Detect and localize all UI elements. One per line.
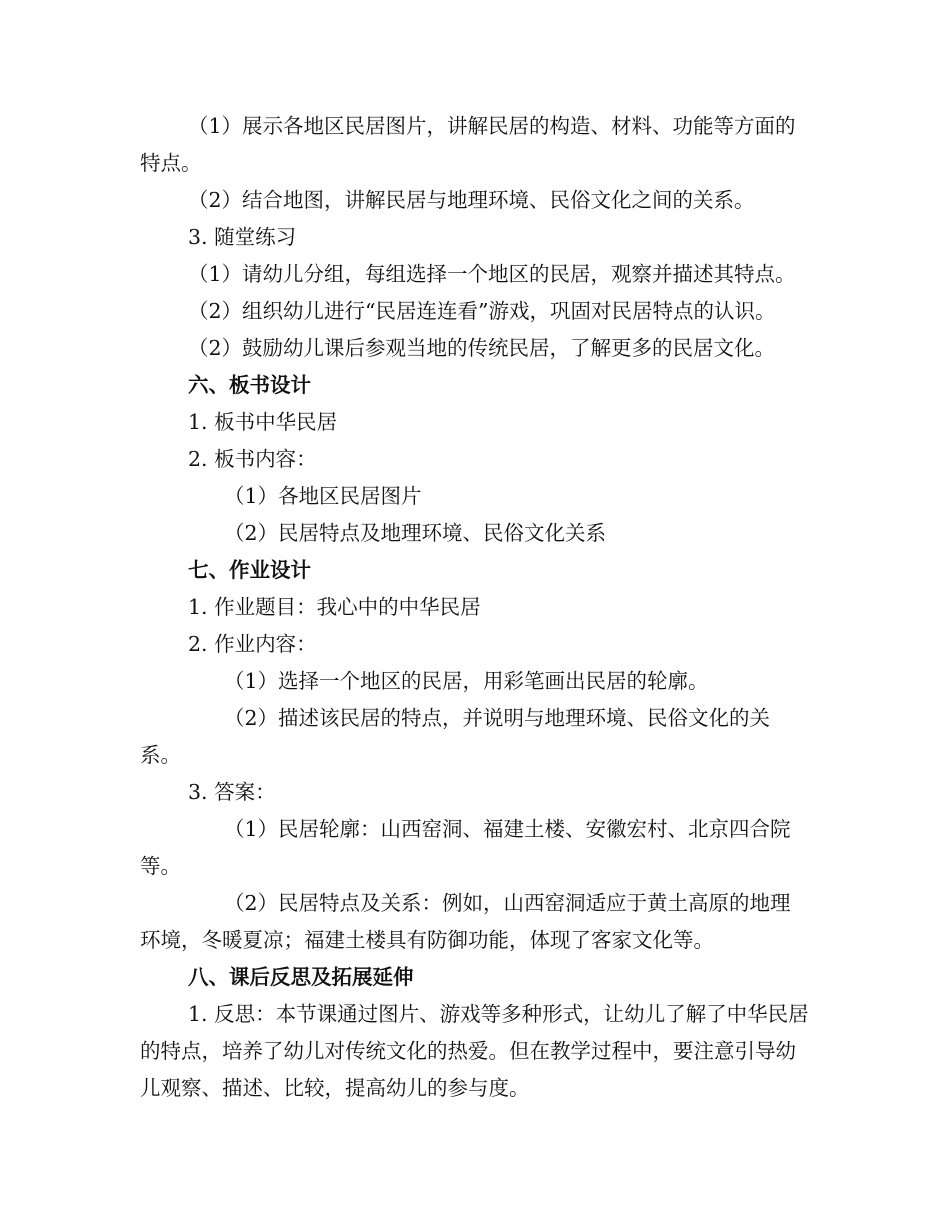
- list-item: 2. 板书内容：: [188, 447, 317, 471]
- paragraph: （2）民居特点及关系：例如，山西窑洞适应于黄土高原的地理环境，冬暖夏凉；福建土楼具有防御功能，体现了客家文化等。: [140, 891, 791, 952]
- list-item: （1）各地区民居图片: [224, 484, 422, 508]
- section-heading: 七、作业设计: [188, 558, 311, 582]
- list-item: 1. 板书中华民居: [188, 410, 338, 434]
- list-item: （2）民居特点及地理环境、民俗文化关系: [224, 521, 607, 545]
- paragraph: （1）民居轮廓：山西窑洞、福建土楼、安徽宏村、北京四合院等。: [140, 817, 791, 878]
- list-item: 1. 作业题目：我心中的中华民居: [188, 595, 481, 619]
- section-heading: 八、课后反思及拓展延伸: [188, 965, 414, 989]
- document-body: [140, 108, 810, 1107]
- paragraph: （2）组织幼儿进行“民居连连看”游戏，巩固对民居特点的认识。: [188, 299, 776, 323]
- list-item: 3. 随堂练习: [188, 225, 297, 249]
- paragraph: （1）请幼儿分组，每组选择一个地区的民居，观察并描述其特点。: [188, 262, 796, 286]
- section-heading: 六、板书设计: [188, 373, 311, 397]
- paragraph: （2）描述该民居的特点，并说明与地理环境、民俗文化的关系。: [140, 706, 771, 767]
- paragraph: 1. 反思：本节课通过图片、游戏等多种形式，让幼儿了解了中华民居的特点，培养了幼儿对传统文化的热爱。但在教学过程中，要注意引导幼儿观察、描述、比较，提高幼儿的参与度。: [140, 1002, 809, 1100]
- paragraph: （2）结合地图，讲解民居与地理环境、民俗文化之间的关系。: [188, 188, 755, 212]
- paragraph: （1）展示各地区民居图片，讲解民居的构造、材料、功能等方面的特点。: [140, 114, 796, 175]
- list-item: 2. 作业内容：: [188, 632, 317, 656]
- paragraph: （2）鼓励幼儿课后参观当地的传统民居，了解更多的民居文化。: [188, 336, 776, 360]
- list-item: （1）选择一个地区的民居，用彩笔画出民居的轮廓。: [224, 669, 709, 693]
- list-item: 3. 答案：: [188, 780, 276, 804]
